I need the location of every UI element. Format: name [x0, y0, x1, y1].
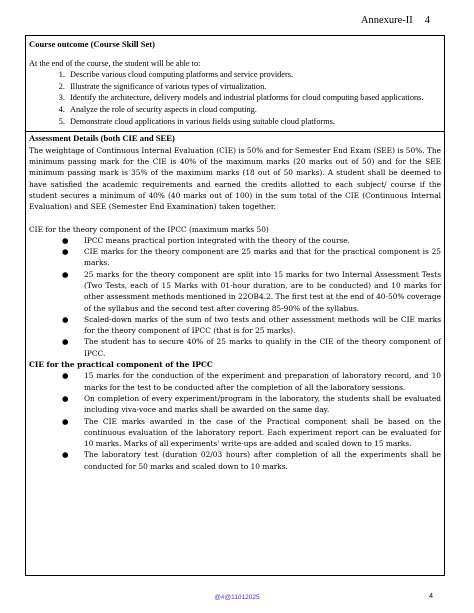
list-item — [29, 246, 441, 269]
footer-code: @#@11012025 — [214, 594, 260, 601]
list-item: 5. Demonstrate cloud applications in various fields using suitable cloud platforms. — [67, 117, 441, 128]
list-item — [29, 449, 441, 472]
list-item — [29, 235, 441, 246]
bullet-icon: ● — [62, 371, 69, 381]
list-item: 4. Analyze the role of security aspects in cloud computing. — [67, 105, 441, 116]
assessment-paragraph: The weightage of Continuous Internal Evaluation (CIE) is 50% and for Semester End Exam (SEE) is 50%. The minimum passing mark for the CIE is 40% of the maximum marks (20 marks out of 50) and for the SEE minimum passing mark is 35% of the maximum marks (18 out of 50 marks). A student shall be deemed to have satisfied the academic requirements and earned the credits allotted to each subject/ course if the student secures a minimum of 40% (40 marks out of 100) in the sum total of the CIE (Continuous Internal Evaluation) and SEE (Semester End Examination) taken together. — [29, 145, 441, 212]
list-item — [29, 269, 441, 314]
practical-heading: CIE for the practical component of the IPCC — [29, 360, 213, 370]
bullet-text: 25 marks for the theory component are split into 15 marks for two Internal Assessment Tests (Two Tests, each of 15 Marks with 01-hour duration, are to be conducted) and 10 marks for other assessment methods mentioned in 22OB4.2. The first test at the end of 40-50% coverage of the syllabus and the second test after covering 85-90% of the syllabus. — [84, 269, 441, 313]
list-item — [29, 314, 441, 337]
course-outcome-section — [26, 36, 444, 132]
list-item: 2. Illustrate the significance of various types of virtualization. — [67, 82, 441, 93]
list-item — [29, 370, 441, 393]
course-outcome-list — [29, 70, 441, 127]
bullet-icon: ● — [62, 269, 69, 279]
course-outcome-title: Course outcome (Course Skill Set) — [29, 39, 156, 49]
list-item — [29, 393, 441, 416]
content-table — [25, 35, 445, 576]
header-page-number: 4 — [424, 15, 430, 26]
bullet-icon: ● — [62, 450, 69, 460]
theory-bullet-list — [29, 235, 441, 359]
footer-page-number: 4 — [429, 593, 433, 600]
bullet-icon: ● — [62, 416, 69, 426]
bullet-text: The CIE marks awarded in the case of the Practical component shall be based on the continuous evaluation of the laboratory report. Each experiment report can be evaluated for 10 marks. Marks of all experiments' write-ups are added and scaled down to 15 marks. — [84, 416, 441, 449]
list-item — [29, 336, 441, 359]
list-item — [29, 416, 441, 450]
bullet-text: On completion of every experiment/program in the laboratory, the students shall be evaluated including viva-voce and marks shall be awarded on the same day. — [84, 393, 441, 415]
bullet-text: CIE marks for the theory component are 25 marks and that for the practical component is 25 marks. — [84, 247, 441, 268]
list-item: 1. Describe various cloud computing platforms and service providers. — [67, 70, 441, 81]
practical-bullet-list — [29, 370, 441, 472]
bullet-text: The student has to secure 40% of 25 marks to qualify in the CIE of the theory component of IPCC. — [84, 337, 441, 358]
bullet-text: 15 marks for the conduction of the experiment and preparation of laboratory record, and 10 marks for the test to be conducted after the completion of all the laboratory sessions. — [84, 371, 441, 392]
theory-heading: CIE for the theory component of the IPCC (maximum marks 50) — [29, 224, 269, 234]
course-outcome-intro: At the end of the course, the student will be able to: — [29, 58, 201, 68]
assessment-section — [26, 132, 444, 472]
bullet-icon: ● — [62, 235, 69, 245]
annexure-label: Annexure-II — [360, 15, 413, 26]
bullet-text: IPCC means practical portion integrated with the theory of the course. — [84, 235, 351, 245]
page-header — [361, 15, 430, 26]
bullet-icon: ● — [62, 314, 69, 324]
assessment-heading: Assessment Details (both CIE and SEE) — [29, 133, 175, 144]
list-item: 3. Identify the architecture, delivery models and industrial platforms for cloud computing based applications. — [67, 93, 441, 104]
bullet-text: Scaled-down marks of the sum of two tests and other assessment methods will be CIE marks for the theory component of IPCC (that is for 25 marks). — [84, 314, 441, 336]
bullet-icon: ● — [62, 337, 69, 347]
bullet-icon: ● — [62, 393, 69, 403]
bullet-icon: ● — [62, 247, 69, 257]
bullet-text: The laboratory test (duration 02/03 hours) after completion of all the experiments shall be conducted for 50 marks and scaled down to 10 marks. — [84, 450, 441, 471]
